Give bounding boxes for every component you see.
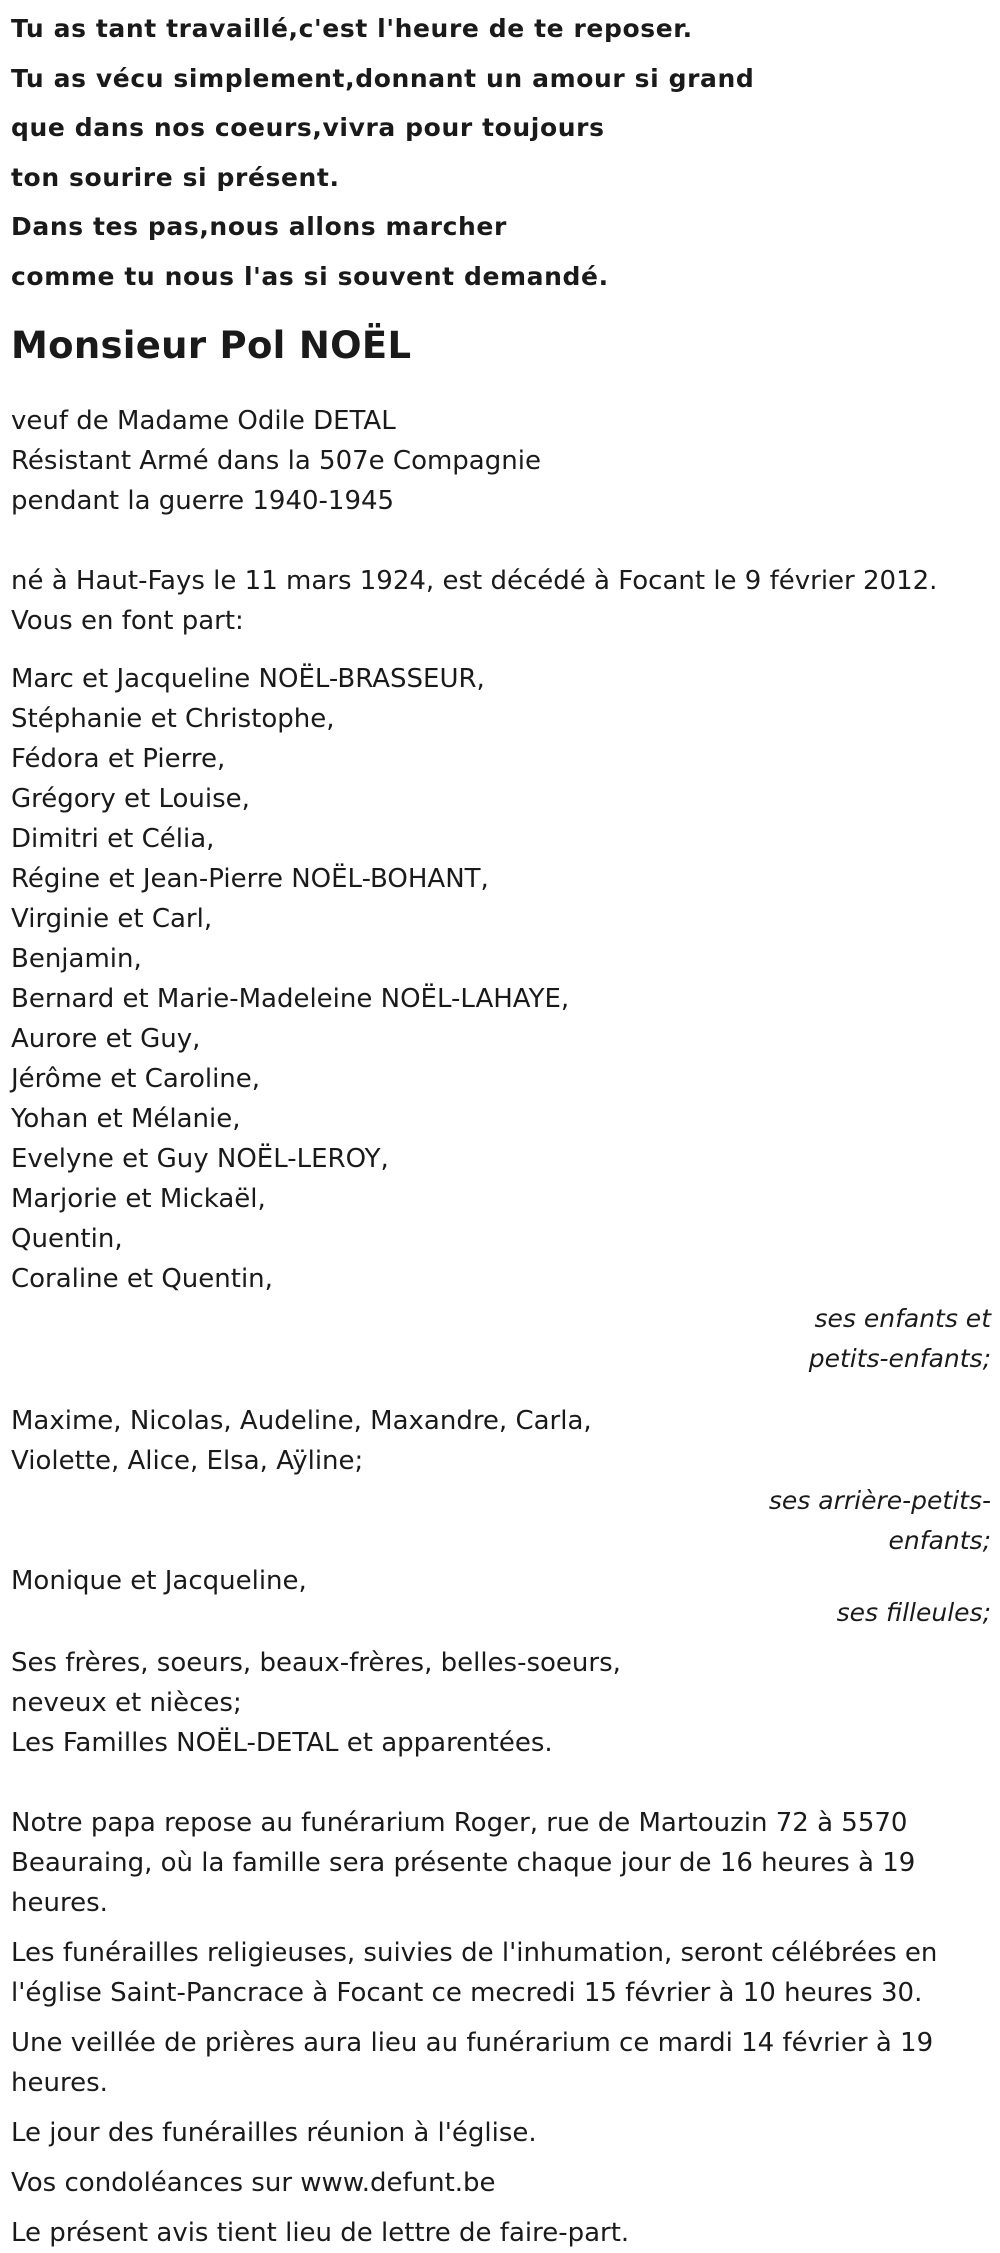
poem-line: comme tu nous l'as si souvent demandé. <box>11 261 609 291</box>
role-line: enfants; <box>888 1526 991 1555</box>
poem <box>11 4 991 301</box>
godchildren-role: ses filleules; <box>836 1598 991 1627</box>
list-item: Maxime, Nicolas, Audeline, Maxandre, Carla, <box>11 1406 592 1436</box>
funerarium-info: Notre papa repose au funérarium Roger, rue de Martouzin 72 à 5570 Beauraing, où la famille sera présente chaque jour de 16 heures à 19 heures. <box>11 1808 916 1918</box>
role-line: ses enfants et <box>814 1304 991 1333</box>
list-item: Benjamin, <box>11 944 142 974</box>
deceased-details <box>11 401 991 521</box>
list-item: Virginie et Carl, <box>11 904 213 934</box>
relatives-line: Ses frères, soeurs, beaux-frères, belles-soeurs, <box>11 1648 621 1678</box>
poem-line: que dans nos coeurs,vivra pour toujours <box>11 113 605 142</box>
poem-line: Dans tes pas,nous allons marcher <box>11 212 507 241</box>
list-item: Violette, Alice, Elsa, Aÿline; <box>11 1446 364 1476</box>
list-item: Quentin, <box>11 1224 123 1254</box>
list-item: Dimitri et Célia, <box>11 824 215 854</box>
children-list <box>11 659 991 1299</box>
poem-line: ton sourire si présent. <box>11 162 340 192</box>
list-item: Aurore et Guy, <box>11 1024 201 1054</box>
list-item: Bernard et Marie-Madeleine NOËL-LAHAYE, <box>11 984 570 1014</box>
relatives-line: Les Familles NOËL-DETAL et apparentées. <box>11 1728 553 1758</box>
list-item: Marc et Jacqueline NOËL-BRASSEUR, <box>11 664 485 694</box>
vigil-info: Une veillée de prières aura lieu au funérarium ce mardi 14 février à 19 heures. <box>11 2028 934 2098</box>
announcement-intro: Vous en font part: <box>11 606 244 636</box>
list-item: Grégory et Louise, <box>11 784 250 814</box>
list-item: Marjorie et Mickaël, <box>11 1184 266 1214</box>
list-item: Evelyne et Guy NOËL-LEROY, <box>11 1144 389 1174</box>
list-item: Fédora et Pierre, <box>11 744 226 774</box>
list-item: Régine et Jean-Pierre NOËL-BOHANT, <box>11 864 489 894</box>
detail-line: Résistant Armé dans la 507e Compagnie <box>11 446 541 476</box>
great-grandchildren-role <box>11 1481 991 1561</box>
relatives-line: neveux et nièces; <box>11 1688 242 1718</box>
poem-line: Tu as tant travaillé,c'est l'heure de te reposer. <box>11 14 693 43</box>
detail-line: pendant la guerre 1940-1945 <box>11 486 395 516</box>
condolences-info: Vos condoléances sur www.defunt.be <box>11 2168 496 2198</box>
role-line: ses arrière-petits- <box>768 1486 991 1515</box>
role-line: petits-enfants; <box>808 1344 991 1373</box>
great-grandchildren-list <box>11 1401 991 1481</box>
children-role <box>11 1299 991 1379</box>
list-item: Yohan et Mélanie, <box>11 1104 241 1134</box>
funeral-info: Les funérailles religieuses, suivies de l'inhumation, seront célébrées en l'église Saint-Pancrace à Focant ce mecredi 15 février à 10 heures 30. <box>11 1938 938 2008</box>
list-item: Coraline et Quentin, <box>11 1264 273 1294</box>
detail-line: veuf de Madame Odile DETAL <box>11 406 396 436</box>
obituary-notice <box>11 0 991 2253</box>
poem-line: Tu as vécu simplement,donnant un amour si grand <box>11 63 755 93</box>
relatives <box>11 1643 991 1763</box>
closing-info <box>11 1803 991 2253</box>
godchildren: Monique et Jacqueline, <box>11 1566 307 1596</box>
notice-info: Le présent avis tient lieu de lettre de faire-part. <box>11 2218 630 2248</box>
list-item: Jérôme et Caroline, <box>11 1064 261 1094</box>
birth-death-line: né à Haut-Fays le 11 mars 1924, est décédé à Focant le 9 février 2012. <box>11 566 938 596</box>
deceased-name: Monsieur Pol NOËL <box>11 324 412 367</box>
list-item: Stéphanie et Christophe, <box>11 704 335 734</box>
meeting-info: Le jour des funérailles réunion à l'église. <box>11 2118 537 2148</box>
